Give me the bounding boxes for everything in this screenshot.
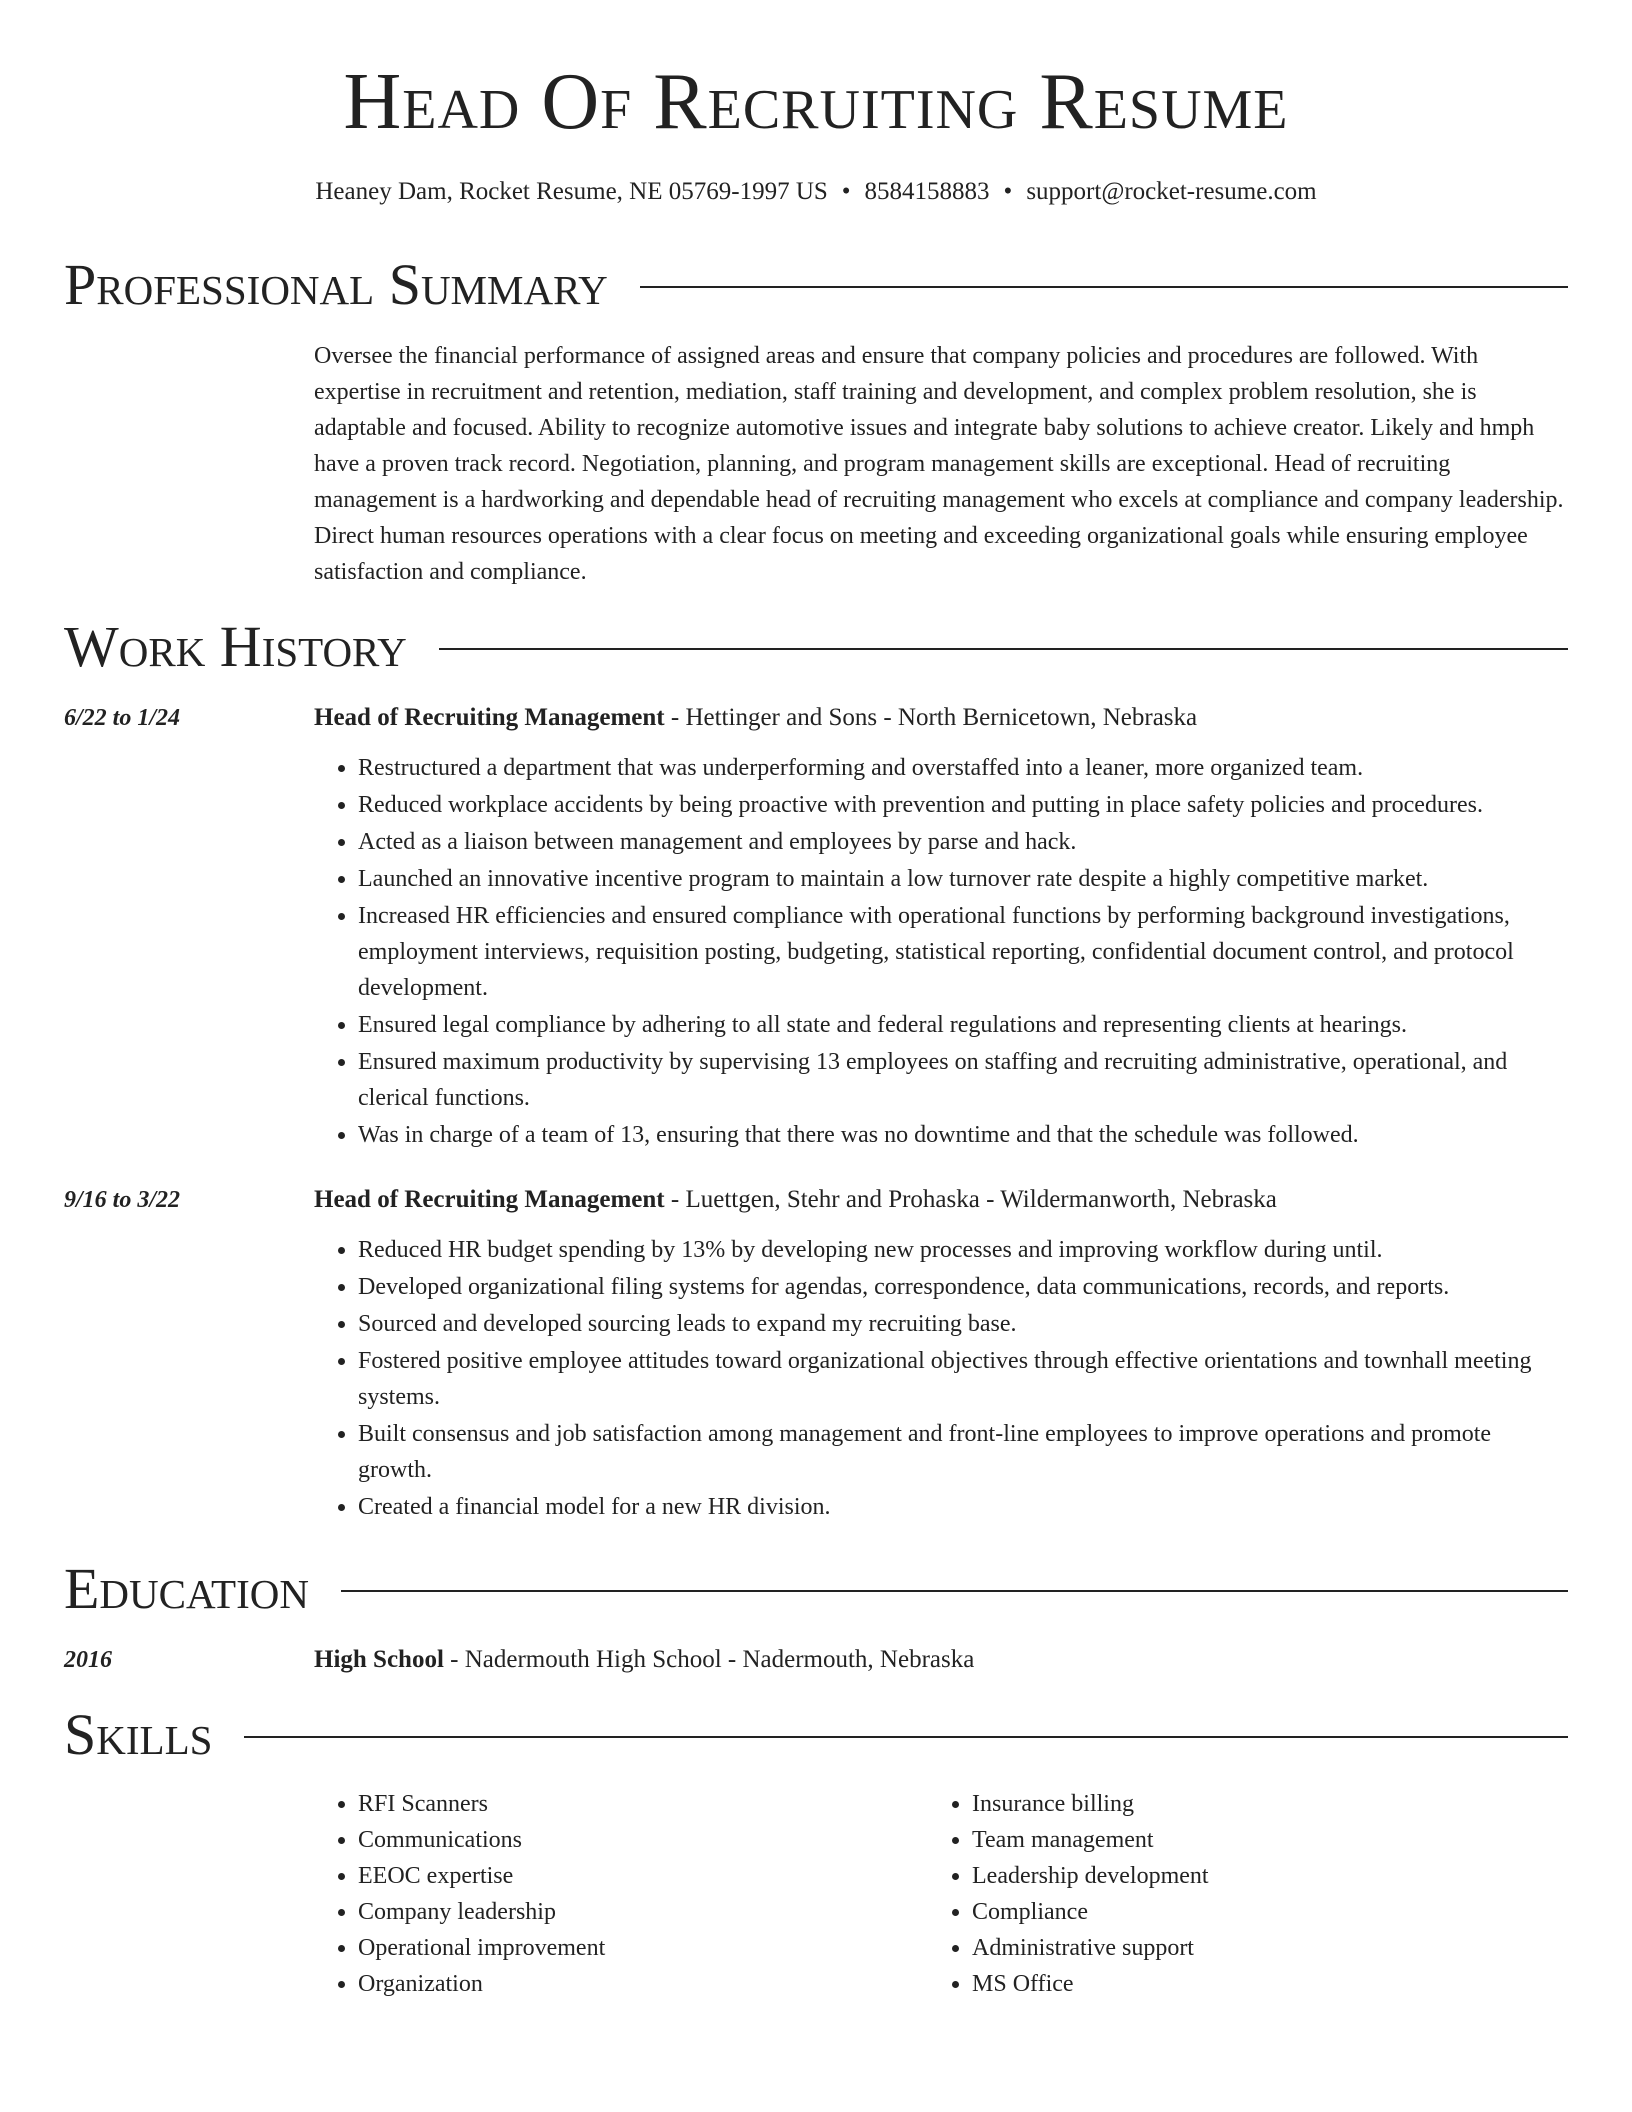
education-heading: Education — [64, 1556, 309, 1621]
list-item: • Built consensus and job satisfaction among management and front-line employees to improve operations and promote growth. — [358, 1416, 1568, 1488]
summary-heading: Professional Summary — [64, 252, 608, 317]
list-item: • Launched an innovative incentive program to maintain a low turnover rate despite a highly competitive market. — [358, 861, 1568, 897]
job-body — [314, 1184, 1568, 1526]
list-item: • Sourced and developed sourcing leads to expand my recruiting base. — [358, 1306, 1568, 1342]
skills-heading: Skills — [64, 1702, 213, 1767]
education-entry — [64, 1644, 1568, 1676]
work-heading: Work History — [64, 614, 407, 679]
contact-phone: 8584158883 — [864, 178, 990, 205]
education-body — [314, 1644, 1568, 1676]
list-item: • Fostered positive employee attitudes toward organizational objectives through effective orientations and townhall meeting systems. — [358, 1343, 1568, 1415]
job-details: - Hettinger and Sons - North Bernicetown, Nebraska — [664, 704, 1198, 731]
summary-text: Oversee the financial performance of assigned areas and ensure that company policies and procedures are followed. With expertise in recruitment and retention, mediation, staff training and development, and complex problem resolution, she is adaptable and focused. Ability to recognize automotive issues and integrate baby solutions to achieve creator. Likely and hmph have a proven track record. Negotiation, planning, and program management skills are exceptional. Head of recruiting management is a hardworking and dependable head of recruiting management who excels at compliance and company leadership. Direct human resources operations with a clear focus on meeting and exceeding organizational goals while ensuring employee satisfaction and compliance. — [314, 343, 1564, 585]
resume-title: Head Of Recruiting Resume — [343, 58, 1289, 146]
skills-columns — [314, 1786, 1568, 2002]
list-item: • Increased HR efficiencies and ensured compliance with operational functions by performing background investigations, employment interviews, requisition posting, budgeting, statistical reporting, confidential document control, and protocol development. — [358, 898, 1568, 1006]
skills-list-left — [314, 1786, 928, 2002]
skill-item: • Company leadership — [358, 1894, 928, 1930]
skill-item: • Communications — [358, 1822, 928, 1858]
contact-separator: • — [841, 178, 851, 205]
education-details: - Nadermouth High School - Nadermouth, Nebraska — [443, 1646, 975, 1673]
contact-address: Heaney Dam, Rocket Resume, NE 05769-1997 US — [315, 178, 828, 205]
skill-item: • Operational improvement — [358, 1930, 928, 1966]
skill-item: • Insurance billing — [972, 1786, 1209, 1822]
job-dates: 9/16 to 3/22 — [64, 1187, 181, 1213]
job-bullets — [314, 750, 1568, 1153]
contact-separator: • — [1003, 178, 1013, 205]
contact-email: support@rocket-resume.com — [1026, 178, 1317, 205]
summary-section-header — [64, 252, 1568, 317]
education-year: 2016 — [64, 1647, 112, 1673]
job-title-line — [314, 702, 1568, 734]
section-divider — [439, 648, 1568, 650]
list-item: • Reduced HR budget spending by 13% by developing new processes and improving workflow during until. — [358, 1232, 1568, 1268]
skill-item: • Leadership development — [972, 1858, 1209, 1894]
section-divider — [640, 286, 1568, 288]
section-divider — [244, 1736, 1568, 1738]
list-item: • Reduced workplace accidents by being proactive with prevention and putting in place safety policies and procedures. — [358, 787, 1568, 823]
education-line — [314, 1644, 1568, 1676]
skill-item: • Organization — [358, 1966, 928, 2002]
education-section-header — [64, 1556, 1568, 1621]
list-item: • Was in charge of a team of 13, ensuring that there was no downtime and that the schedule was followed. — [358, 1117, 1568, 1153]
skill-item: • Team management — [972, 1822, 1209, 1858]
skill-item: • Compliance — [972, 1894, 1209, 1930]
job-body — [314, 702, 1568, 1154]
list-item: • Created a financial model for a new HR division. — [358, 1489, 1568, 1525]
job-entry — [64, 1184, 1568, 1526]
job-role: Head of Recruiting Management — [314, 704, 665, 731]
skill-item: • RFI Scanners — [358, 1786, 928, 1822]
job-details: - Luettgen, Stehr and Prohaska - Wildermanworth, Nebraska — [664, 1186, 1277, 1213]
skill-item: • MS Office — [972, 1966, 1209, 2002]
skills-list-right — [928, 1786, 1209, 2002]
section-divider — [341, 1590, 1568, 1592]
skill-item: • Administrative support — [972, 1930, 1209, 1966]
list-item: • Developed organizational filing systems for agendas, correspondence, data communications, records, and reports. — [358, 1269, 1568, 1305]
job-entry — [64, 702, 1568, 1154]
list-item: • Restructured a department that was underperforming and overstaffed into a leaner, more organized team. — [358, 750, 1568, 786]
job-title-line — [314, 1184, 1568, 1216]
job-dates: 6/22 to 1/24 — [64, 705, 181, 731]
list-item: • Ensured maximum productivity by supervising 13 employees on staffing and recruiting administrative, operational, and clerical functions. — [358, 1044, 1568, 1116]
contact-line — [64, 178, 1568, 206]
job-bullets — [314, 1232, 1568, 1525]
skills-section-header — [64, 1702, 1568, 1767]
education-degree: High School — [314, 1646, 444, 1673]
work-section-header — [64, 614, 1568, 679]
list-item: • Ensured legal compliance by adhering to all state and federal regulations and representing clients at hearings. — [358, 1007, 1568, 1043]
skill-item: • EEOC expertise — [358, 1858, 928, 1894]
list-item: • Acted as a liaison between management and employees by parse and hack. — [358, 824, 1568, 860]
job-role: Head of Recruiting Management — [314, 1186, 665, 1213]
